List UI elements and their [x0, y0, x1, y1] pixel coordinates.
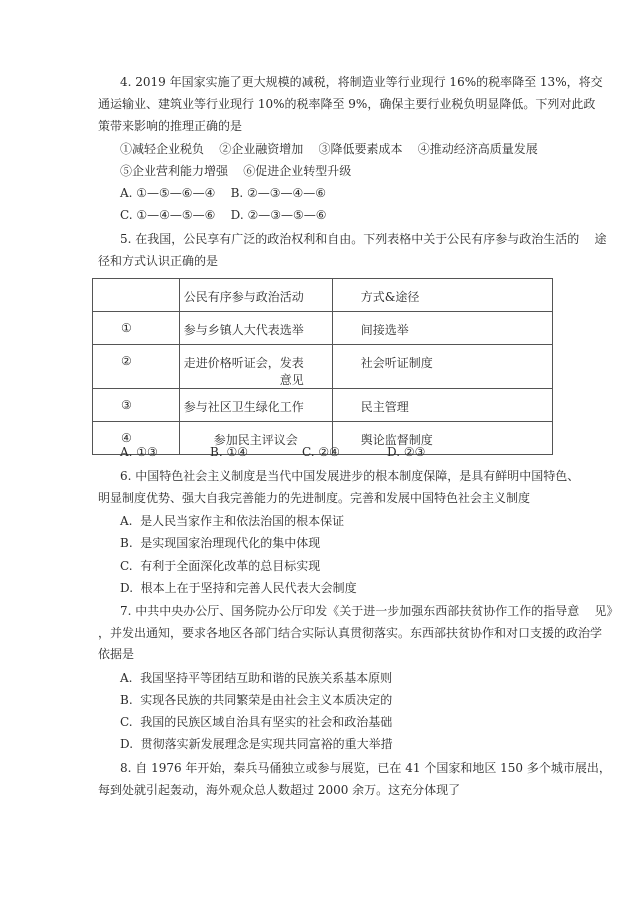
cell-text: 舆论监督制度: [360, 433, 433, 447]
q6-stem-line: 6. 中国特色社会主义制度是当代中国发展进步的根本制度保障，是具有鲜明中国特色、: [120, 469, 580, 483]
q7-stem-line: 7. 中共中央办公厅、国务院办公厅印发《关于进一步加强东西部扶贫协作工作的指导意 见》: [120, 604, 619, 618]
table-cell: [179, 345, 332, 389]
q4-stem-line: 4. 2019 年国家实施了更大规模的减税，将制造业等行业现行 16%的税率降至 13%，将交: [120, 75, 603, 89]
cell-text: 参与乡镇人大代表选举: [183, 323, 304, 337]
q5-option-c: C. ②④: [302, 445, 340, 459]
table-cell: [332, 389, 552, 422]
q8-stem-line: 每到处就引起轰动，海外观众总人数超过 2000 余万。这充分体现了: [98, 783, 461, 797]
table-cell: [179, 279, 332, 312]
cell-text: 公民有序参与政治活动: [183, 290, 304, 304]
table-cell: [93, 279, 180, 312]
cell-text: ①: [121, 321, 132, 335]
q7-option: D. 贯彻落实新发展理念是实现共同富裕的重大举措: [120, 737, 393, 751]
q7-option: C. 我国的民族区域自治具有坚实的社会和政治基础: [120, 715, 393, 729]
table-cell: [332, 422, 552, 455]
q6-option: D. 根本上在于坚持和完善人民代表大会制度: [120, 581, 357, 595]
cell-text: [93, 279, 179, 288]
table-cell: [332, 312, 552, 345]
q4-items-line: ①减轻企业税负 ②企业融资增加 ③降低要素成本 ④推动经济高质量发展: [120, 142, 538, 156]
table-cell: [332, 279, 552, 312]
cell-text: ③: [121, 398, 132, 412]
cell-text: ②: [121, 354, 132, 368]
q5-option-d: D. ②③: [387, 445, 426, 459]
table-cell: [332, 345, 552, 389]
table-cell: [179, 312, 332, 345]
q4-stem-line: 通运输业、建筑业等行业现行 10%的税率降至 9%，确保主要行业税负明显降低。下列对此政: [98, 97, 596, 111]
q7-stem-line: 依据是: [98, 647, 135, 661]
q8-stem-line: 8. 自 1976 年开始，秦兵马俑独立或参与展览，已在 41 个国家和地区 150 多个城市展出，: [120, 761, 611, 775]
table-row: [93, 312, 553, 345]
cell-text: 参与社区卫生绿化工作: [183, 400, 304, 414]
q6-option: C. 有利于全面深化改革的总目标实现: [120, 559, 321, 573]
cell-text: 方式&途径: [360, 290, 420, 304]
q4-options-line: C. ①—④—⑤—⑥ D. ②—③—⑤—⑥: [120, 208, 327, 222]
q7-option: A. 我国坚持平等团结互助和谐的民族关系基本原则: [120, 671, 393, 685]
q5-stem-line: 5. 在我国，公民享有广泛的政治权利和自由。下列表格中关于公民有序参与政治生活的 途: [120, 232, 607, 246]
q4-options-line: A. ①—⑤—⑥—④ B. ②—③—④—⑥: [120, 186, 327, 200]
cell-text: 间接选举: [360, 323, 409, 337]
q7-stem-line: ，并发出通知，要求各地区各部门结合实际认真贯彻落实。东西部扶贫协作和对口支援的政治学: [98, 626, 603, 640]
table-header-row: [93, 279, 553, 312]
q6-option: B. 是实现国家治理现代化的集中体现: [120, 536, 321, 550]
cell-text: 走进价格听证会，发表意见: [183, 356, 304, 387]
q4-stem-line: 策带来影响的推理正确的是: [98, 119, 243, 133]
table-cell: [93, 389, 180, 422]
q7-option: B. 实现各民族的共同繁荣是由社会主义本质决定的: [120, 693, 393, 707]
q5-option-b: B. ①④: [210, 445, 248, 459]
cell-text: 参加民主评议会: [213, 433, 298, 447]
q5-table: [92, 278, 553, 455]
q6-stem-line: 明显制度优势、强大自我完善能力的先进制度。完善和发展中国特色社会主义制度: [98, 491, 531, 505]
table-cell: [93, 345, 180, 389]
q6-option: A. 是人民当家作主和依法治国的根本保证: [120, 514, 345, 528]
table-row: [93, 389, 553, 422]
cell-text: 民主管理: [360, 400, 409, 414]
cell-text: ④: [121, 431, 132, 445]
cell-text: 社会听证制度: [360, 356, 433, 370]
table-cell: [93, 312, 180, 345]
q4-items-line: ⑤企业营利能力增强 ⑥促进企业转型升级: [120, 164, 352, 178]
q5-option-a: A. ①③: [120, 445, 158, 459]
q5-stem-line: 径和方式认识正确的是: [98, 254, 219, 268]
table-cell: [179, 389, 332, 422]
table-row: [93, 345, 553, 389]
